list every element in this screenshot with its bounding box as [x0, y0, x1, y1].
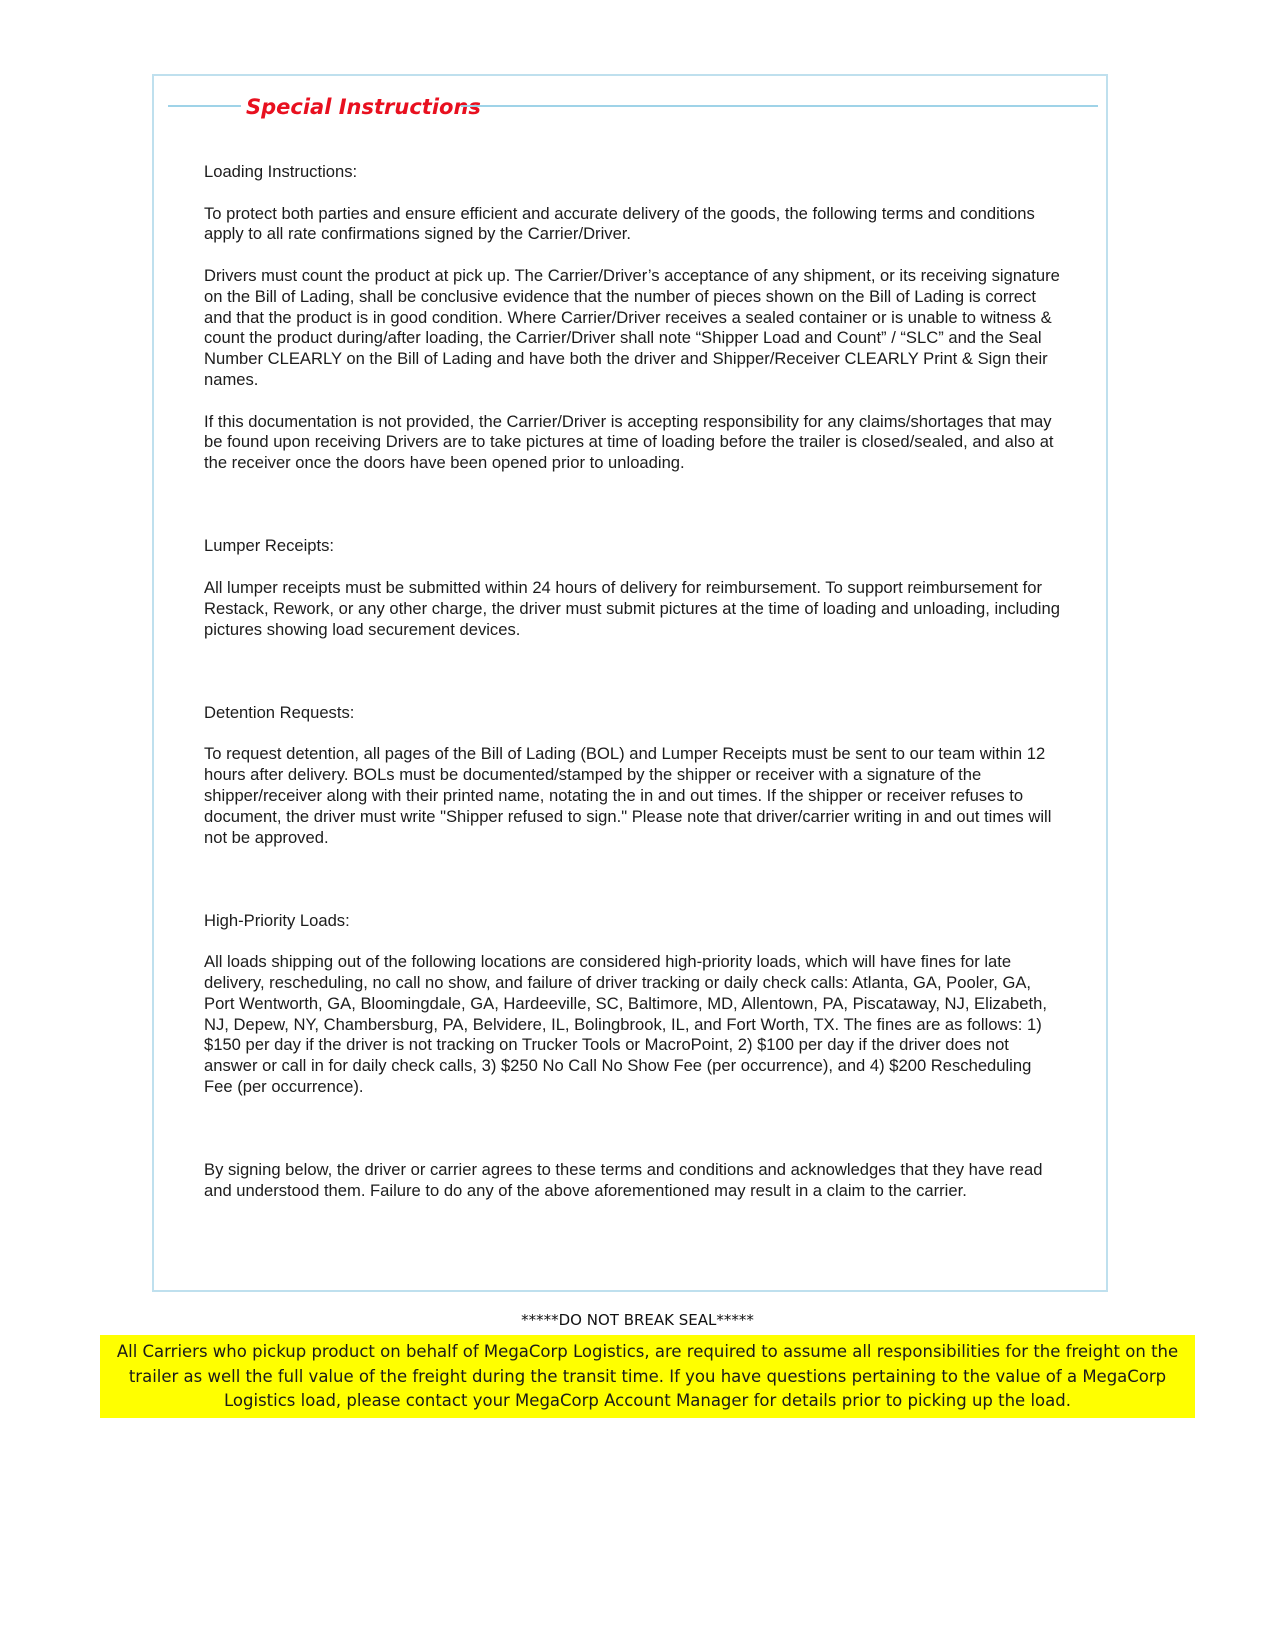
detention-requests-title: Detention Requests:	[204, 702, 355, 722]
seal-notice: *****DO NOT BREAK SEAL*****	[521, 1311, 754, 1329]
loading-instructions-title: Loading Instructions:	[204, 162, 358, 181]
acknowledgement-paragraph: By signing below, the driver or carrier agrees to these terms and conditions and acknowledges that they have read and understood them. Failure to do any of the above aforementioned may result in a claim to the carrier.	[204, 1160, 1043, 1201]
loading-paragraph: If this documentation is not provided, the Carrier/Driver is accepting responsibility for any claims/shortages that may be found upon receiving Drivers are to take pictures at time of loading before the trailer is closed/sealed, and also at the receiver once the doors have been opened prior to unloading.	[204, 411, 1054, 473]
loading-paragraph: To protect both parties and ensure efficient and accurate delivery of the goods, the following terms and conditions apply to all rate confirmations signed by the Carrier/Driver.	[204, 203, 1035, 244]
carrier-responsibility-banner: All Carriers who pickup product on behalf of MegaCorp Logistics, are required to assume all responsibilities for the freight on the trailer as well the full value of the freight during the transit time. If you have questions pertaining to the value of a MegaCorp Logistics load, please contact your MegaCorp Account Manager for details prior to picking up the load.	[100, 1335, 1195, 1418]
heading-rule-right	[461, 105, 1098, 107]
detention-paragraph: To request detention, all pages of the Bill of Lading (BOL) and Lumper Receipts must be sent to our team within 12 hours after delivery. BOLs must be documented/stamped by the shipper or receiver with a signature of the shipper/receiver along with their printed name, notating the in and out times. If the shipper or receiver refuses to document, the driver must write "Shipper refused to sign." Please note that driver/carrier writing in and out times will not be approved.	[204, 744, 1052, 847]
high-priority-loads-title: High-Priority Loads:	[204, 910, 350, 930]
lumper-receipts-title: Lumper Receipts:	[204, 536, 335, 556]
instructions-body	[204, 162, 1064, 1202]
high-priority-paragraph: All loads shipping out of the following locations are considered high-priority loads, which will have fines for late delivery, rescheduling, no call no show, and failure of driver tracking or daily check calls: Atlanta, GA, Pooler, GA, Port Wentworth, GA, Bloomingdale, GA, Hardeeville, SC, Baltimore, MD, Allentown, PA, Piscataway, NJ, Elizabeth, NJ, Depew, NY, Chambersburg, PA, Belvidere, IL, Bolingbrook, IL, and Fort Worth, TX. The fines are as follows: 1) $150 per day if the driver is not tracking on Trucker Tools or MacroPoint, 2) $100 per day if the driver does not answer or call in for daily check calls, 3) $250 No Call No Show Fee (per occurrence), and 4) $200 Rescheduling Fee (per occurrence).	[204, 952, 1047, 1097]
section-heading: Special Instructions	[246, 95, 481, 119]
lumper-paragraph: All lumper receipts must be submitted within 24 hours of delivery for reimbursement. To support reimbursement for Restack, Rework, or any other charge, the driver must submit pictures at the time of loading and unloading, including pictures showing load securement devices.	[204, 577, 1060, 639]
loading-paragraph: Drivers must count the product at pick up. The Carrier/Driver’s acceptance of any shipment, or its receiving signature on the Bill of Lading, shall be conclusive evidence that the number of pieces shown on the Bill of Lading is correct and that the product is in good condition. Where Carrier/Driver receives a sealed container or is unable to witness & count the product during/after loading, the Carrier/Driver shall note “Shipper Load and Count” / “SLC” and the Seal Number CLEARLY on the Bill of Lading and have both the driver and Shipper/Receiver CLEARLY Print & Sign their names.	[204, 265, 1060, 389]
heading-rule-left	[168, 105, 241, 107]
